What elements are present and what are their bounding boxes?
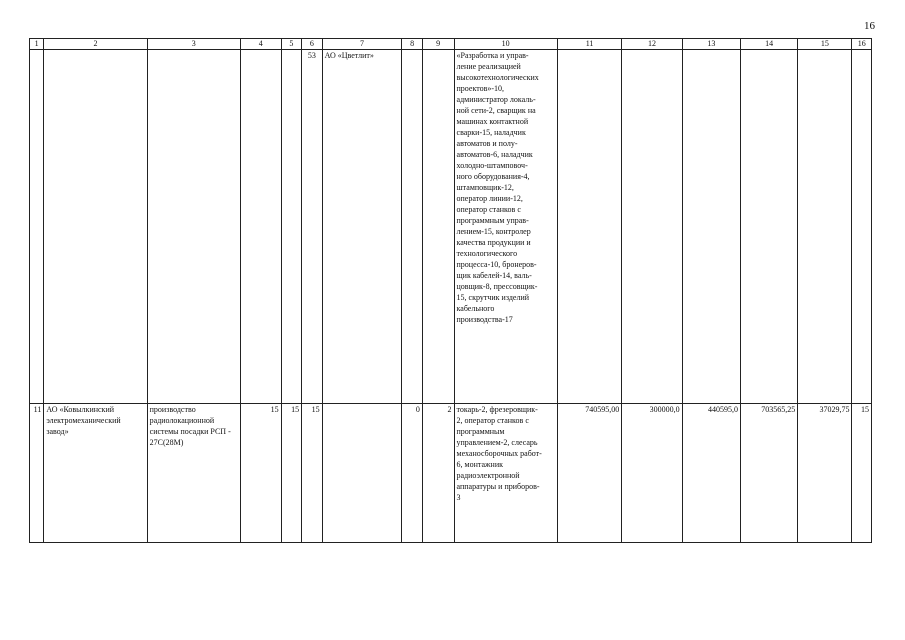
column-number: 1 bbox=[30, 39, 44, 50]
column-number: 11 bbox=[557, 39, 621, 50]
project-description: производство радиолокационной системы посадки РСП - 27С(28М) bbox=[149, 405, 231, 447]
table-cell bbox=[322, 404, 402, 543]
professions-text: «Разработка и управ- ление реализацией высокотехнологических проектов»-10, администратор локаль- ной сети-2, сварщик на машинах контактной сварки-15, наладчик автоматов и полу- автоматов-6, наладчик холодно-штамповоч- ного оборудования-4, штамповщик-12, оператор линии-12, оператор станков с программным управ- лением-15, контролер качества продукции и технологического процесса-10, бронеров- щик кабелей-14, валь- цовщик-8, прессовщик- 15, скрутчик изделий кабельного производства-17 bbox=[456, 51, 539, 324]
table-cell: 53 bbox=[302, 50, 322, 404]
table-cell: 15 bbox=[281, 404, 301, 543]
column-number: 2 bbox=[44, 39, 147, 50]
table-cell: АО «Цветлит» bbox=[322, 50, 402, 404]
column-number: 10 bbox=[454, 39, 557, 50]
table-cell-professions bbox=[454, 404, 557, 543]
table-cell bbox=[44, 404, 147, 543]
table-cell: 300000,0 bbox=[622, 404, 682, 543]
column-number: 13 bbox=[682, 39, 740, 50]
table-cell: 740595,00 bbox=[557, 404, 621, 543]
column-number: 5 bbox=[281, 39, 301, 50]
column-number: 8 bbox=[402, 39, 422, 50]
table-cell: 15 bbox=[302, 404, 322, 543]
table-row-continued bbox=[30, 50, 872, 404]
table-cell-professions bbox=[454, 50, 557, 404]
column-number: 12 bbox=[622, 39, 682, 50]
column-number: 6 bbox=[302, 39, 322, 50]
table-cell: 37029,75 bbox=[798, 404, 852, 543]
page-number: 16 bbox=[864, 20, 875, 32]
data-table bbox=[29, 38, 872, 543]
column-number: 7 bbox=[322, 39, 402, 50]
table-cell: 2 bbox=[422, 404, 454, 543]
table-row-11 bbox=[30, 404, 872, 543]
column-number: 4 bbox=[240, 39, 281, 50]
column-number: 14 bbox=[740, 39, 797, 50]
table-cell: 15 bbox=[240, 404, 281, 543]
organization-name: АО «Ковылкинский электромеханический завод» bbox=[46, 405, 121, 436]
column-number-row bbox=[30, 39, 872, 50]
column-number: 15 bbox=[798, 39, 852, 50]
column-number: 16 bbox=[852, 39, 872, 50]
table-cell bbox=[147, 404, 240, 543]
table-cell: 703565,25 bbox=[740, 404, 797, 543]
column-number: 3 bbox=[147, 39, 240, 50]
table-cell: 0 bbox=[402, 404, 422, 543]
table-cell: 15 bbox=[852, 404, 872, 543]
table-cell: 11 bbox=[30, 404, 44, 543]
professions-text: токарь-2, фрезеровщик- 2, оператор станков с программным управлением-2, слесарь механосборочных работ- 6, монтажник радиоэлектронной аппаратуры и приборов- 3 bbox=[456, 405, 542, 502]
column-number: 9 bbox=[422, 39, 454, 50]
table-cell: 440595,0 bbox=[682, 404, 740, 543]
